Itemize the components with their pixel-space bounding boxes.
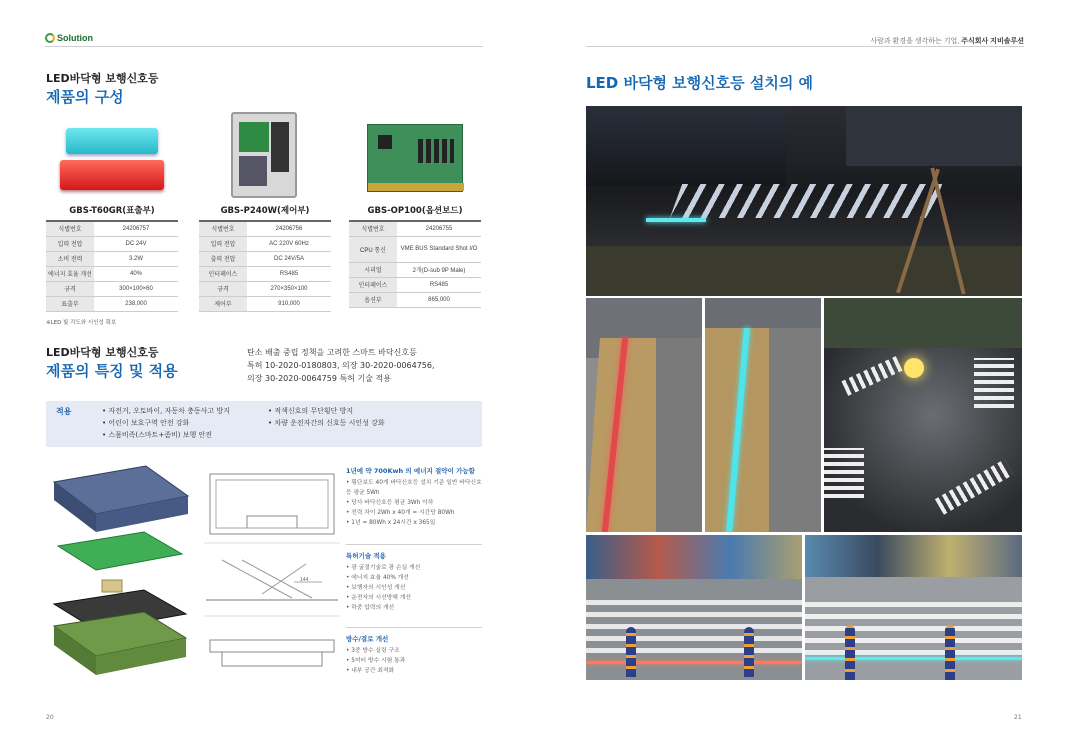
logo-text: Solution: [57, 33, 93, 43]
application-box: 적용 • 자전거, 오토바이, 자동차 충동사고 방지 • 어린이 보호구역 안전 강화 • 스몸비족(스마트+좀비) 보행 안전 • 적색신호의 무단횡단 방지 • 차량 운전자간의 신호등 시인성 강화: [46, 401, 482, 447]
photo-sidewalk-red: [586, 298, 702, 532]
right-page-title: LED 바닥형 보행신호등 설치의 예: [586, 74, 814, 92]
product-option-board: GBS-OP100(옵션보드) 식별번호 24206755 CPU 통신 VME BUS Standard Shot I/O 시리얼 2개(D-sub 9P Male) 인터페이스 RS485 옵션부 865,000: [349, 118, 481, 308]
gb-logo-icon: [45, 33, 55, 43]
energy-block: 1년에 약 700Kwh 의 에너지 절약이 가능함 • 횡단보도 40개 바닥신호등 설치 기준 일반 바닥신호등 평균 5Wh • 당사 바닥신호등 평균 3Wh 이하 • 전력 차이 2Wh x 40개 = 시간당 80Wh • 1년 = 80Wh x 24시간 x 365일: [346, 467, 482, 526]
patent-text: 탄소 배출 중립 정책을 고려한 스마트 바닥신호등 특허 10-2020-0180803, 의장 30-2020-0064756, 의장 30-2020-0064759 특허 기술 적용: [247, 348, 435, 383]
section-features-heading: LED바닥형 보행신호등 제품의 특징 및 적용: [46, 346, 178, 380]
product-control-unit: GBS-P240W(제어부) 식별번호 24206756 입력 전압 AC 220V 60Hz 출력 전압 DC 24V/5A 인터페이스 RS485 규격 270×350×100 제어부 910,000: [199, 108, 331, 312]
divider: [346, 627, 482, 628]
company-logo: [45, 33, 93, 43]
product-control-image: [199, 108, 331, 200]
spec-table: 식별번호 24206755 CPU 통신 VME BUS Standard Shot I/O 시리얼 2개(D-sub 9P Male) 인터페이스 RS485 옵션부 865,000: [349, 220, 481, 308]
application-list-1: • 자전거, 오토바이, 자동차 충동사고 방지 • 어린이 보호구역 안전 강화 • 스몸비족(스마트+좀비) 보행 안전: [102, 407, 230, 439]
application-list-2: • 적색신호의 무단횡단 방지 • 차량 운전자간의 신호등 시인성 강화: [268, 407, 385, 427]
header-tagline: 사람과 환경을 생각하는 기업, 주식회사 지비솔루션: [870, 38, 1024, 45]
divider: [346, 544, 482, 545]
waterproof-block: 방수/결로 개선 • 3중 방수 실링 구조 • 5미터 방수 시험 통과 • 내부 공간 최적화: [346, 635, 406, 674]
product-option-image: [349, 118, 481, 200]
spec-table: 식별번호 24206757 입력 전압 DC 24V 소비 전력 3.2W 에너지 효율 개선 40% 규격 300×100×60 표출부 238,000: [46, 220, 178, 312]
spec-table: 식별번호 24206756 입력 전압 AC 220V 60Hz 출력 전압 DC 24V/5A 인터페이스 RS485 규격 270×350×100 제어부 910,000: [199, 220, 331, 312]
photo-night-crosswalk: [586, 106, 1022, 296]
section-composition-heading: LED바닥형 보행신호등 제품의 구성: [46, 72, 159, 106]
patent-block: 특허기술 적용 • 광 굴절기술로 광 손실 개선 • 에너지 효율 40% 개선 • 보행자의 시인성 개선 • 운전자의 시선방해 개선 • 하중 압력의 개선: [346, 552, 421, 611]
note-text: ※LED 빛 각도와 시인성 확보: [46, 320, 117, 326]
photo-street-crosswalk-1: [586, 535, 802, 680]
photo-street-crosswalk-2: [805, 535, 1022, 680]
right-header-rule: [586, 46, 1024, 47]
product-display-image: [46, 120, 178, 200]
technical-drawings: [202, 468, 342, 678]
product-display-unit: GBS-T60GR(표출부) 식별번호 24206757 입력 전압 DC 24V 소비 전력 3.2W 에너지 효율 개선 40% 규격 300×100×60 표출부 238,000: [46, 120, 178, 312]
diagram-label: 144: [300, 577, 309, 583]
left-header-rule: [45, 46, 483, 47]
photo-sidewalk-cyan: [705, 298, 821, 532]
exploded-view-illustration: [46, 460, 196, 685]
page-number-right: 21: [1014, 714, 1022, 721]
page-number-left: 20: [46, 714, 54, 721]
photo-aerial-intersection: [824, 298, 1022, 532]
